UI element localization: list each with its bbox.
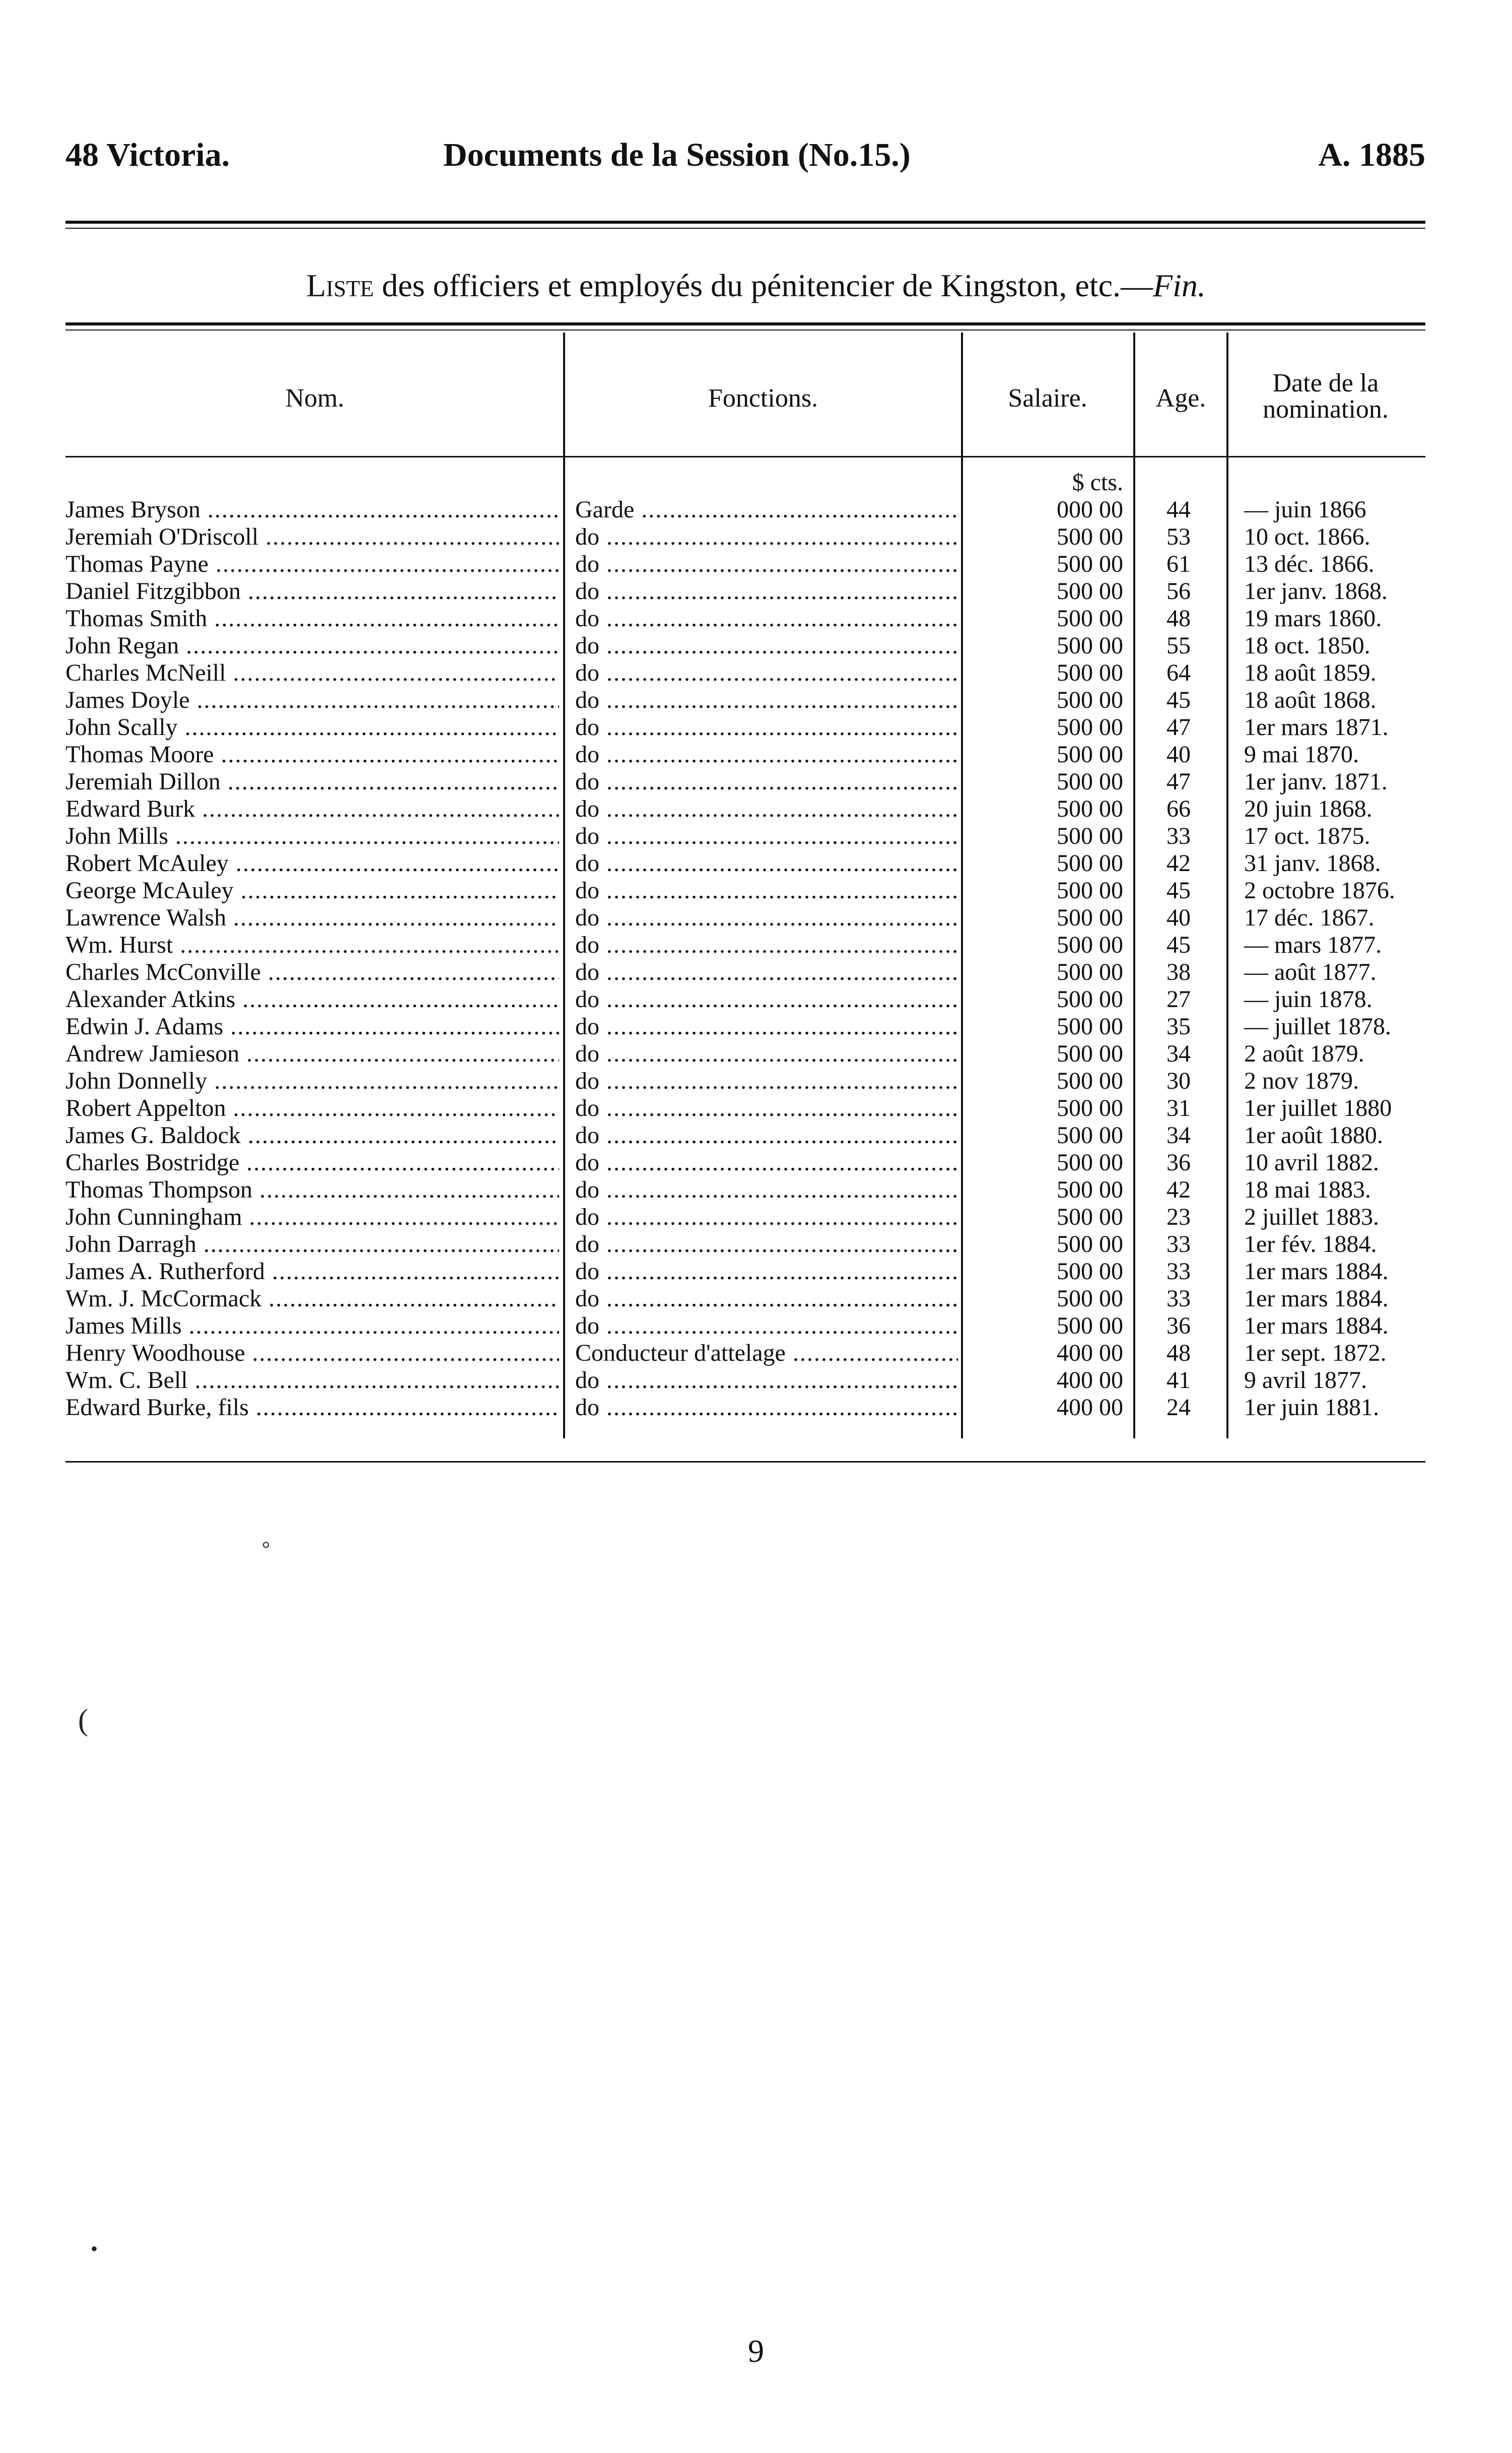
cell-name: James Mills ..... (65, 1312, 559, 1340)
cell-salary: 400 00 (1057, 1367, 1123, 1394)
cell-name: Edward Burke, fils ..... (65, 1394, 559, 1421)
cell-function: do ..... (575, 823, 958, 850)
column-header-function: Fonctions. (708, 384, 818, 413)
cell-name: George McAuley ..... (65, 877, 559, 904)
cell-date: 10 avril 1882. (1244, 1149, 1379, 1176)
cell-function: do ..... (575, 986, 958, 1013)
cell-name: John Mills ..... (65, 823, 559, 850)
cell-salary: 500 00 (1057, 1176, 1123, 1203)
column-header-age: Age. (1155, 384, 1206, 413)
cell-age: 27 (1166, 986, 1191, 1013)
cell-name: Charles McNeill ..... (65, 659, 559, 687)
header-rule-top (65, 221, 1425, 224)
cell-name: Lawrence Walsh ..... (65, 904, 559, 932)
divider-salary-age (1133, 333, 1135, 1438)
cell-function: do ..... (575, 1040, 958, 1068)
cell-age: 40 (1166, 741, 1191, 768)
cell-date: 17 oct. 1875. (1244, 823, 1370, 849)
cell-age: 61 (1166, 551, 1191, 577)
cell-age: 34 (1166, 1122, 1191, 1149)
cell-function: do ..... (575, 741, 958, 768)
cell-salary: 500 00 (1057, 1312, 1123, 1339)
cell-age: 44 (1166, 496, 1191, 523)
cell-salary: 500 00 (1057, 1285, 1123, 1312)
cell-function: do ..... (575, 523, 958, 551)
cell-date: — juin 1866 (1244, 496, 1366, 523)
cell-age: 31 (1166, 1095, 1191, 1121)
cell-function: do ..... (575, 714, 958, 741)
cell-date: 2 juillet 1883. (1244, 1204, 1379, 1230)
cell-salary: 500 00 (1057, 1204, 1123, 1230)
cell-name: James G. Baldock ..... (65, 1122, 559, 1149)
cell-age: 40 (1166, 904, 1191, 931)
divider-name-function (563, 333, 565, 1438)
cell-salary: 500 00 (1057, 1095, 1123, 1121)
cell-name: James A. Rutherford ..... (65, 1258, 559, 1285)
cell-name: John Scally ..... (65, 714, 559, 741)
cell-salary: 500 00 (1057, 1013, 1123, 1040)
cell-date: — mars 1877. (1244, 932, 1382, 958)
cell-name: John Donnelly ..... (65, 1068, 559, 1095)
cell-age: 38 (1166, 959, 1191, 985)
cell-age: 47 (1166, 714, 1191, 741)
cell-function: do ..... (575, 605, 958, 632)
cell-age: 48 (1166, 1340, 1191, 1366)
stray-mark: • (91, 2237, 98, 2260)
cell-function: do ..... (575, 850, 958, 877)
header-rule-bottom (65, 228, 1425, 229)
page-header (65, 136, 1425, 181)
column-header-date (1227, 370, 1424, 423)
cell-date: 2 octobre 1876. (1244, 877, 1395, 904)
cell-date: 18 mai 1883. (1244, 1176, 1371, 1203)
cell-function: do ..... (575, 632, 958, 659)
cell-salary: 500 00 (1057, 932, 1123, 958)
cell-function: do ..... (575, 1394, 958, 1421)
cell-age: 55 (1166, 632, 1191, 659)
cell-date: — juillet 1878. (1244, 1013, 1391, 1040)
cell-date: 9 mai 1870. (1244, 741, 1359, 768)
cell-name: Wm. J. McCormack ..... (65, 1285, 559, 1312)
cell-age: 42 (1166, 850, 1191, 877)
title-text: des officiers et employés du pénitencier de Kingston, etc.— (374, 268, 1153, 303)
cell-date: 13 déc. 1866. (1244, 551, 1374, 577)
cell-date: 2 nov 1879. (1244, 1068, 1359, 1094)
cell-age: 45 (1166, 687, 1191, 713)
cell-date: 20 juin 1868. (1244, 795, 1372, 822)
cell-date: 17 déc. 1867. (1244, 904, 1374, 931)
cell-age: 33 (1166, 1231, 1191, 1257)
cell-salary: 500 00 (1057, 687, 1123, 713)
cell-salary: 500 00 (1057, 659, 1123, 686)
date-header-line1: Date de la (1272, 369, 1379, 397)
cell-age: 36 (1166, 1149, 1191, 1176)
stray-mark: ( (78, 1703, 88, 1737)
cell-function: Conducteur d'attelage ..... (575, 1340, 958, 1367)
cell-name: John Cunningham ..... (65, 1204, 559, 1231)
cell-name: Robert Appelton ..... (65, 1095, 559, 1122)
cell-date: 1er sept. 1872. (1244, 1340, 1387, 1366)
cell-name: Thomas Moore ..... (65, 741, 559, 768)
cell-salary: 500 00 (1057, 795, 1123, 822)
table-bottom-rule (65, 1461, 1425, 1463)
cell-age: 35 (1166, 1013, 1191, 1040)
cell-date: 19 mars 1860. (1244, 605, 1382, 632)
cell-function: do ..... (575, 578, 958, 605)
cell-name: Daniel Fitzgibbon ..... (65, 578, 559, 605)
cell-age: 30 (1166, 1068, 1191, 1094)
cell-function: do ..... (575, 877, 958, 904)
cell-name: Charles McConville ..... (65, 959, 559, 986)
cell-date: 1er mars 1884. (1244, 1258, 1389, 1285)
cell-salary: 500 00 (1057, 877, 1123, 904)
cell-salary: 500 00 (1057, 768, 1123, 795)
cell-date: 31 janv. 1868. (1244, 850, 1381, 877)
cell-date: 1er mars 1884. (1244, 1285, 1389, 1312)
cell-name: Robert McAuley ..... (65, 850, 559, 877)
salary-units: $ cts. (1072, 469, 1123, 496)
cell-function: do ..... (575, 1231, 958, 1258)
cell-age: 45 (1166, 932, 1191, 958)
cell-function: do ..... (575, 1285, 958, 1312)
column-header-salary: Salaire. (1008, 384, 1087, 413)
cell-function: do ..... (575, 904, 958, 932)
table-top-rule-thin (65, 329, 1425, 330)
cell-salary: 500 00 (1057, 578, 1123, 605)
cell-function: do ..... (575, 795, 958, 823)
page-number: 9 (748, 2333, 764, 2369)
cell-function: do ..... (575, 768, 958, 795)
cell-date: 9 avril 1877. (1244, 1367, 1367, 1394)
cell-salary: 500 00 (1057, 1122, 1123, 1149)
cell-salary: 500 00 (1057, 714, 1123, 741)
cell-age: 41 (1166, 1367, 1191, 1394)
cell-name: Wm. Hurst ..... (65, 932, 559, 959)
cell-function: Garde ..... (575, 496, 958, 523)
cell-salary: 500 00 (1057, 551, 1123, 577)
cell-name: Andrew Jamieson ..... (65, 1040, 559, 1068)
cell-name: Jeremiah Dillon ..... (65, 768, 559, 795)
page-title (0, 267, 1512, 304)
cell-date: 1er mars 1884. (1244, 1312, 1389, 1339)
cell-name: Edwin J. Adams ..... (65, 1013, 559, 1040)
cell-salary: 500 00 (1057, 1149, 1123, 1176)
cell-age: 33 (1166, 1285, 1191, 1312)
cell-date: 18 août 1868. (1244, 687, 1377, 713)
cell-function: do ..... (575, 1095, 958, 1122)
cell-date: 18 août 1859. (1244, 659, 1377, 686)
cell-function: do ..... (575, 1367, 958, 1394)
cell-function: do ..... (575, 1312, 958, 1340)
cell-salary: 500 00 (1057, 1258, 1123, 1285)
cell-function: do ..... (575, 659, 958, 687)
cell-function: do ..... (575, 1122, 958, 1149)
cell-function: do ..... (575, 1204, 958, 1231)
cell-age: 64 (1166, 659, 1191, 686)
cell-name: Thomas Payne ..... (65, 551, 559, 578)
cell-salary: 400 00 (1057, 1394, 1123, 1421)
cell-date: 1er mars 1871. (1244, 714, 1389, 741)
cell-date: 1er fév. 1884. (1244, 1231, 1377, 1257)
cell-age: 34 (1166, 1040, 1191, 1067)
cell-name: Edward Burk ..... (65, 795, 559, 823)
cell-date: 1er juillet 1880 (1244, 1095, 1392, 1121)
cell-age: 24 (1166, 1394, 1191, 1421)
cell-salary: 500 00 (1057, 1231, 1123, 1257)
column-header-name: Nom. (285, 384, 345, 413)
header-documents: Documents de la Session (No.15.) (443, 137, 911, 173)
cell-salary: 400 00 (1057, 1340, 1123, 1366)
cell-age: 33 (1166, 1258, 1191, 1285)
cell-age: 36 (1166, 1312, 1191, 1339)
cell-age: 45 (1166, 877, 1191, 904)
cell-function: do ..... (575, 1176, 958, 1204)
cell-name: Charles Bostridge ..... (65, 1149, 559, 1176)
cell-salary: 500 00 (1057, 523, 1123, 550)
cell-salary: 500 00 (1057, 904, 1123, 931)
cell-function: do ..... (575, 687, 958, 714)
cell-age: 53 (1166, 523, 1191, 550)
cell-name: Thomas Thompson ..... (65, 1176, 559, 1204)
cell-function: do ..... (575, 1258, 958, 1285)
cell-name: Alexander Atkins ..... (65, 986, 559, 1013)
cell-salary: 000 00 (1057, 496, 1123, 523)
header-year: A. 1885 (1318, 137, 1425, 173)
cell-date: 1er juin 1881. (1244, 1394, 1379, 1421)
header-volume: 48 Victoria. (65, 137, 230, 173)
stray-mark: ° (262, 1537, 270, 1560)
column-header-rule (65, 456, 1425, 457)
cell-age: 48 (1166, 605, 1191, 632)
title-italic: Fin. (1153, 268, 1206, 303)
cell-age: 33 (1166, 823, 1191, 849)
divider-age-date (1226, 333, 1228, 1438)
date-header-line2: nomination. (1263, 395, 1389, 424)
cell-name: James Bryson ..... (65, 496, 559, 523)
cell-date: 1er août 1880. (1244, 1122, 1383, 1149)
cell-salary: 500 00 (1057, 632, 1123, 659)
cell-salary: 500 00 (1057, 1068, 1123, 1094)
cell-salary: 500 00 (1057, 605, 1123, 632)
cell-date: 2 août 1879. (1244, 1040, 1364, 1067)
cell-salary: 500 00 (1057, 986, 1123, 1013)
cell-age: 66 (1166, 795, 1191, 822)
cell-function: do ..... (575, 1068, 958, 1095)
cell-date: — juin 1878. (1244, 986, 1372, 1013)
cell-name: Wm. C. Bell ..... (65, 1367, 559, 1394)
cell-date: 10 oct. 1866. (1244, 523, 1370, 550)
cell-name: Thomas Smith ..... (65, 605, 559, 632)
cell-salary: 500 00 (1057, 823, 1123, 849)
cell-salary: 500 00 (1057, 850, 1123, 877)
cell-name: Jeremiah O'Driscoll ..... (65, 523, 559, 551)
cell-function: do ..... (575, 1013, 958, 1040)
cell-name: John Darragh ..... (65, 1231, 559, 1258)
cell-salary: 500 00 (1057, 741, 1123, 768)
divider-function-salary (961, 333, 963, 1438)
cell-age: 56 (1166, 578, 1191, 605)
cell-date: — août 1877. (1244, 959, 1377, 985)
cell-age: 47 (1166, 768, 1191, 795)
cell-age: 23 (1166, 1204, 1191, 1230)
cell-date: 1er janv. 1871. (1244, 768, 1388, 795)
cell-salary: 500 00 (1057, 959, 1123, 985)
cell-function: do ..... (575, 932, 958, 959)
cell-date: 1er janv. 1868. (1244, 578, 1388, 605)
cell-salary: 500 00 (1057, 1040, 1123, 1067)
cell-function: do ..... (575, 959, 958, 986)
title-smallcaps: Liste (306, 268, 374, 303)
cell-function: do ..... (575, 551, 958, 578)
cell-function: do ..... (575, 1149, 958, 1176)
cell-name: James Doyle ..... (65, 687, 559, 714)
cell-date: 18 oct. 1850. (1244, 632, 1370, 659)
cell-name: John Regan ..... (65, 632, 559, 659)
cell-name: Henry Woodhouse ..... (65, 1340, 559, 1367)
table-top-rule (65, 322, 1425, 325)
cell-age: 42 (1166, 1176, 1191, 1203)
